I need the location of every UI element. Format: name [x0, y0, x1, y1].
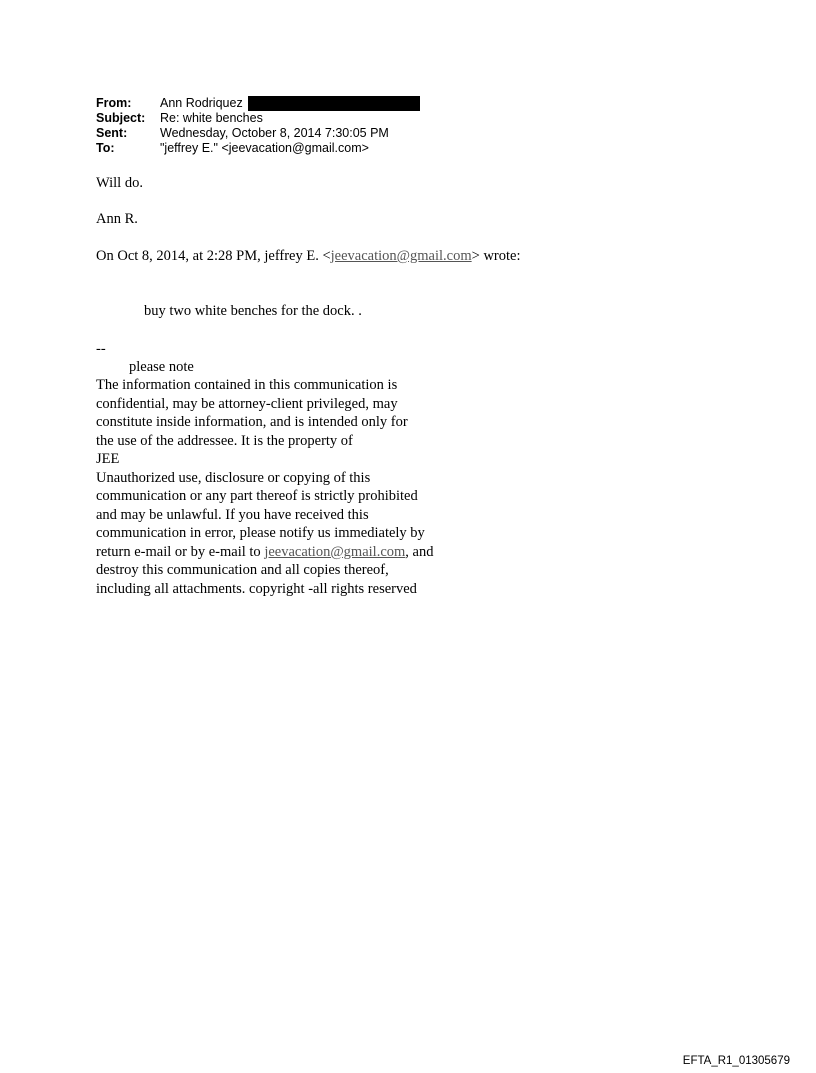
disclaimer-line: communication or any part thereof is strictly prohibited	[96, 488, 418, 504]
signature-separator: --	[96, 341, 106, 357]
sender-email-link[interactable]: jeevacation@gmail.com	[330, 248, 472, 264]
quoted-message: buy two white benches for the dock. .	[144, 303, 362, 319]
email-header	[96, 96, 420, 156]
subject-row	[96, 111, 420, 126]
disclaimer-line: and may be unlawful. If you have received this	[96, 506, 369, 523]
from-label: From:	[96, 96, 132, 110]
quote-intro-after: > wrote:	[471, 248, 521, 264]
disclaimer-email-link[interactable]: jeevacation@gmail.com	[264, 543, 406, 560]
disclaimer-line: destroy this communication and all copies thereof,	[96, 562, 389, 578]
from-row	[96, 96, 420, 111]
to-row	[96, 141, 420, 156]
disclaimer-line: Unauthorized use, disclosure or copying of this	[96, 469, 371, 486]
disclaimer-line: communication in error, please notify us immediately by	[96, 525, 425, 541]
sent-label: Sent:	[96, 126, 128, 140]
subject-value: Re: white benches	[160, 111, 263, 125]
disclaimer-return-before: return e-mail or by e-mail to	[96, 543, 265, 560]
signature: Ann R.	[96, 211, 138, 227]
from-value: Ann Rodriquez	[160, 96, 243, 110]
subject-label: Subject:	[96, 111, 146, 125]
redaction-bar	[248, 96, 420, 111]
disclaimer-line: including all attachments. copyright -all rights reserved	[96, 580, 417, 597]
to-value: "jeffrey E." <jeevacation@gmail.com>	[160, 141, 369, 155]
disclaimer-line: JEE	[96, 451, 120, 467]
disclaimer-line: the use of the addressee. It is the property of	[96, 432, 353, 449]
to-label: To:	[96, 141, 115, 155]
disclaimer-line: confidential, may be attorney-client privileged, may	[96, 395, 398, 412]
disclaimer-line: constitute inside information, and is intended only for	[96, 414, 408, 430]
sent-value: Wednesday, October 8, 2014 7:30:05 PM	[160, 126, 389, 140]
quote-intro	[96, 247, 521, 266]
document-id: EFTA_R1_01305679	[682, 1055, 790, 1067]
reply-text: Will do.	[96, 175, 143, 191]
quote-intro-before: On Oct 8, 2014, at 2:28 PM, jeffrey E. <	[96, 248, 331, 264]
disclaimer-line: The information contained in this communication is	[96, 377, 398, 393]
disclaimer-line	[96, 543, 433, 562]
disclaimer-return-after: , and	[405, 543, 434, 560]
note-title: please note	[129, 359, 194, 375]
disclaimer	[96, 376, 433, 598]
sent-row	[96, 126, 420, 141]
